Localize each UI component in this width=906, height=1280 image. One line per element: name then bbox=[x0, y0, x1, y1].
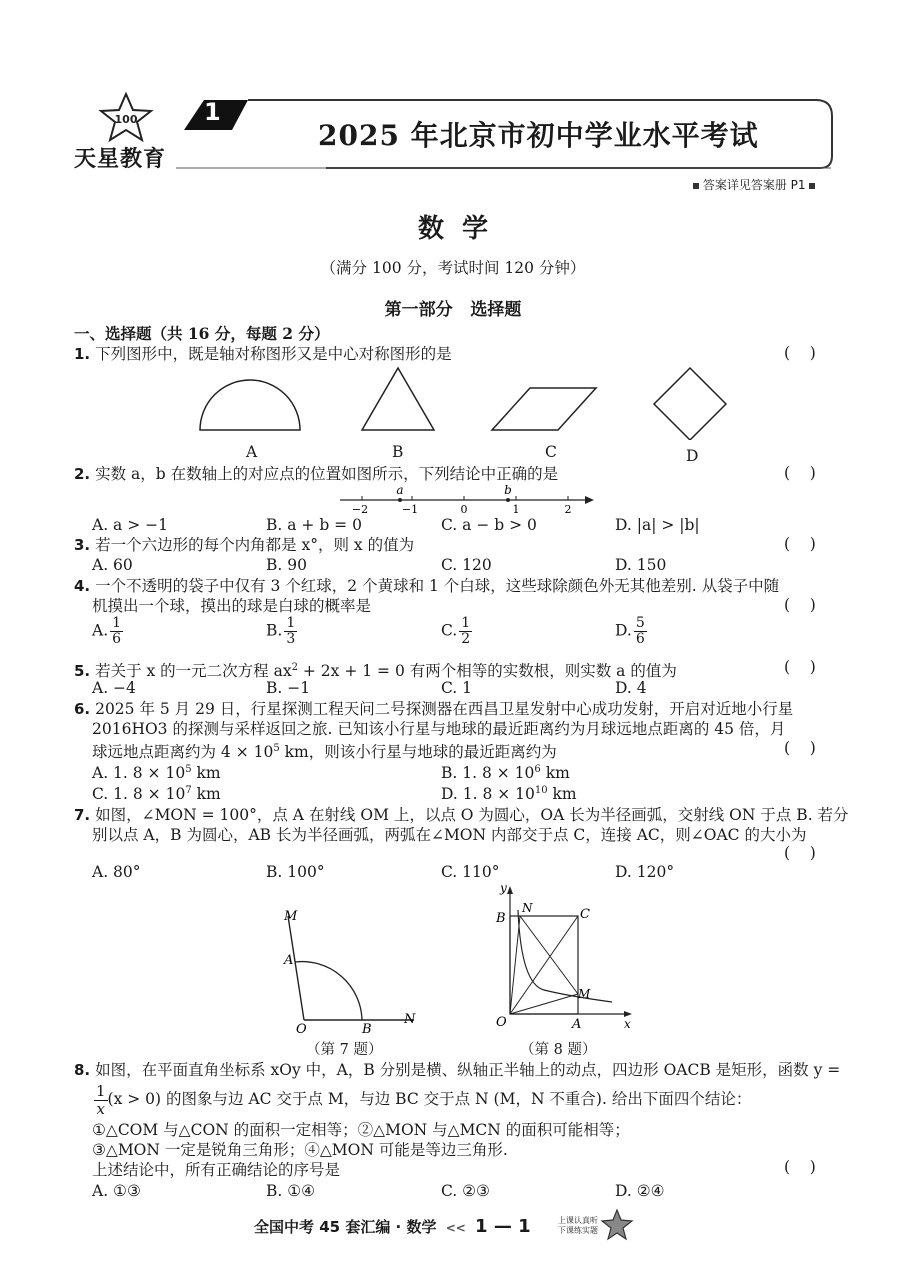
question-3 bbox=[74, 535, 414, 555]
q7-label-b: B bbox=[362, 1022, 372, 1036]
q6-d-unit: km bbox=[547, 785, 577, 804]
q8-label-c: C bbox=[580, 907, 590, 922]
q1-figures bbox=[190, 360, 750, 440]
axis-tick-2: 2 bbox=[564, 503, 572, 516]
q8-label-n: N bbox=[522, 901, 533, 915]
q2-answer-paren[interactable]: ( ) bbox=[784, 464, 816, 482]
q4-b-numerator: 1 bbox=[286, 615, 296, 631]
q7-option-b[interactable]: B. 100° bbox=[266, 863, 325, 881]
q4-answer-paren[interactable]: ( ) bbox=[784, 596, 816, 614]
q2-number: 2. bbox=[74, 465, 91, 483]
q4-b-denominator: 3 bbox=[286, 631, 296, 647]
q5-option-a[interactable]: A. −4 bbox=[92, 679, 136, 697]
q1-number: 1. bbox=[74, 345, 91, 363]
q4-option-d-fraction bbox=[634, 616, 647, 647]
q8-label-o: O bbox=[496, 1015, 507, 1030]
q6-a-base: A. 1. 8 × 10 bbox=[92, 764, 186, 783]
footer-tag-line-2: 下课练实题 bbox=[558, 1226, 598, 1235]
q8-frac-numerator: 1 bbox=[96, 1081, 106, 1100]
q1-shape-a-semicircle bbox=[200, 380, 300, 430]
question-7 bbox=[74, 805, 849, 825]
q4-option-a-fraction bbox=[110, 616, 123, 647]
q6-d-exp: 10 bbox=[534, 785, 548, 796]
q8-caption: （第 8 题） bbox=[520, 1042, 597, 1058]
q8-label-m: M bbox=[578, 987, 591, 1001]
q8-frac-denominator: x bbox=[96, 1099, 105, 1118]
question-2 bbox=[74, 464, 558, 484]
q8-fraction bbox=[94, 1083, 108, 1118]
q3-option-c[interactable]: C. 120 bbox=[441, 556, 492, 574]
q8-figure bbox=[488, 880, 638, 1036]
q1-label-b: B bbox=[392, 443, 404, 461]
q4-d-denominator: 6 bbox=[635, 631, 645, 647]
q7-option-a[interactable]: A. 80° bbox=[92, 863, 141, 881]
q4-a-denominator: 6 bbox=[112, 631, 122, 647]
q4-number: 4. bbox=[74, 577, 91, 595]
q5-number: 5. bbox=[74, 662, 91, 681]
q8-answer-paren[interactable]: ( ) bbox=[784, 1158, 816, 1176]
q4-c-numerator: 1 bbox=[461, 615, 471, 631]
q4-option-c[interactable] bbox=[441, 616, 472, 647]
q7-number: 7. bbox=[74, 806, 91, 824]
q6-c-exp: 7 bbox=[185, 785, 192, 796]
star-logo-icon bbox=[96, 92, 156, 144]
q6-b-base: B. 1. 8 × 10 bbox=[441, 764, 535, 783]
q3-answer-paren[interactable]: ( ) bbox=[784, 535, 816, 553]
q6-stem-3 bbox=[92, 739, 557, 762]
q4-stem-2: 机摸出一个球，摸出的球是白球的概率是 bbox=[92, 597, 372, 615]
q6-c-unit: km bbox=[191, 785, 221, 804]
section-title: 一、选择题（共 16 分，每题 2 分） bbox=[74, 324, 330, 343]
q8-stem-2-line bbox=[92, 1080, 751, 1118]
q4-option-a-letter: A. bbox=[92, 621, 109, 640]
q8-option-d[interactable]: D. ②④ bbox=[615, 1182, 665, 1200]
footer-bar bbox=[254, 1214, 531, 1240]
q6-option-d[interactable] bbox=[441, 781, 577, 804]
axis-tick-neg1: −1 bbox=[401, 503, 419, 516]
brand-logo bbox=[96, 92, 156, 144]
exam-info: （满分 100 分，考试时间 120 分钟） bbox=[320, 259, 586, 277]
question-6 bbox=[74, 699, 793, 719]
brand-name: 天星教育 bbox=[74, 147, 167, 172]
q2-option-c[interactable]: C. a − b > 0 bbox=[441, 516, 537, 534]
q8-label-x: x bbox=[624, 1017, 631, 1031]
q8-stem-5: 上述结论中，所有正确结论的序号是 bbox=[92, 1161, 341, 1179]
footer-tag-line-1: 上课认真听 bbox=[558, 1216, 598, 1225]
q1-label-a: A bbox=[246, 443, 258, 461]
footer-arrows: << bbox=[445, 1221, 466, 1235]
footer-page: 1 — 1 bbox=[475, 1216, 531, 1237]
q4-option-b-fraction bbox=[284, 616, 297, 647]
subject-title: 数 学 bbox=[417, 214, 489, 244]
q6-a-unit: km bbox=[191, 764, 221, 783]
q4-option-b-letter: B. bbox=[266, 621, 283, 640]
q1-answer-paren[interactable]: ( ) bbox=[784, 344, 816, 362]
q8-option-c[interactable]: C. ②③ bbox=[441, 1182, 490, 1200]
paper-number: 1 bbox=[204, 98, 221, 126]
q2-number-line bbox=[330, 482, 600, 516]
q4-option-a[interactable] bbox=[92, 616, 123, 647]
q4-option-d-letter: D. bbox=[615, 621, 632, 640]
axis-tick-1: 1 bbox=[512, 503, 520, 516]
q7-answer-paren[interactable]: ( ) bbox=[784, 844, 816, 862]
q3-number: 3. bbox=[74, 536, 91, 554]
q8-label-a: A bbox=[572, 1017, 582, 1032]
q7-option-c[interactable]: C. 110° bbox=[441, 863, 500, 881]
q7-caption: （第 7 题） bbox=[306, 1042, 383, 1058]
q6-stem-3-exponent: 5 bbox=[273, 743, 280, 754]
q8-label-y: y bbox=[500, 881, 507, 895]
q4-c-denominator: 2 bbox=[461, 631, 471, 647]
q1-shape-c-parallelogram bbox=[492, 388, 596, 430]
axis-label-b: b bbox=[504, 483, 512, 497]
answer-ref-text: 答案详见答案册 P1 bbox=[702, 178, 806, 192]
q8-label-b: B bbox=[496, 911, 506, 926]
q6-d-base: D. 1. 8 × 10 bbox=[441, 785, 535, 804]
q6-a-exp: 5 bbox=[185, 764, 192, 775]
q3-option-a[interactable]: A. 60 bbox=[92, 556, 133, 574]
q8-stem-4: ③△MON 一定是锐角三角形；④△MON 可能是等边三角形. bbox=[92, 1141, 508, 1159]
q7-stem-2: 别以点 A，B 为圆心，AB 长为半径画弧，两弧在∠MON 内部交于点 C，连接 AC，则∠OAC 的大小为 bbox=[92, 826, 807, 844]
q8-option-a[interactable]: A. ①③ bbox=[92, 1182, 141, 1200]
q5-option-b[interactable]: B. −1 bbox=[266, 679, 311, 697]
q2-option-d[interactable]: D. |a| > |b| bbox=[615, 516, 700, 534]
q7-label-a: A bbox=[284, 953, 294, 968]
question-8 bbox=[74, 1060, 840, 1080]
q6-b-exp: 6 bbox=[534, 764, 541, 775]
logo-number: 100 bbox=[114, 113, 138, 126]
q8-stem-2: (x > 0) 的图象与边 AC 交于点 M，与边 BC 交于点 N (M，N 不重合). 给出下面四个结论： bbox=[107, 1090, 752, 1108]
axis-label-a: a bbox=[396, 483, 404, 497]
q4-stem-1: 一个不透明的袋子中仅有 3 个红球，2 个黄球和 1 个白球，这些球除颜色外无其他差别. 从袋子中随 bbox=[95, 577, 780, 595]
q8-number: 8. bbox=[74, 1061, 91, 1079]
q3-option-b[interactable]: B. 90 bbox=[266, 556, 307, 574]
q4-a-numerator: 1 bbox=[112, 615, 122, 631]
axis-tick-0: 0 bbox=[460, 503, 468, 516]
axis-tick-neg2: −2 bbox=[351, 503, 369, 516]
q6-option-a[interactable] bbox=[92, 760, 221, 783]
q6-c-base: C. 1. 8 × 10 bbox=[92, 785, 186, 804]
q6-number: 6. bbox=[74, 700, 91, 718]
q7-stem-1: 如图，∠MON = 100°，点 A 在射线 OM 上，以点 O 为圆心，OA 长为半径画弧，交射线 ON 于点 B. 若分 bbox=[95, 806, 849, 824]
q4-option-c-fraction bbox=[459, 616, 472, 647]
q4-option-c-letter: C. bbox=[441, 621, 458, 640]
question-5 bbox=[74, 658, 677, 681]
q5-option-d[interactable]: D. 4 bbox=[615, 679, 647, 697]
q2-stem: 实数 a，b 在数轴上的对应点的位置如图所示，下列结论中正确的是 bbox=[95, 465, 559, 483]
q6-b-unit: km bbox=[540, 764, 570, 783]
q3-option-d[interactable]: D. 150 bbox=[615, 556, 667, 574]
q6-stem-3a: 球远地点距离约为 4 × 10 bbox=[92, 743, 274, 762]
q2-option-a[interactable]: A. a > −1 bbox=[92, 516, 168, 534]
q4-option-b[interactable] bbox=[266, 616, 297, 647]
q5-stem-a: 若关于 x 的一元二次方程 ax bbox=[95, 662, 292, 681]
q6-option-b[interactable] bbox=[441, 760, 570, 783]
q6-option-c[interactable] bbox=[92, 781, 221, 804]
q8-stem-3: ①△COM 与△CON 的面积一定相等；②△MON 与△MCN 的面积可能相等； bbox=[92, 1121, 630, 1139]
answer-reference bbox=[693, 176, 815, 193]
q6-answer-paren[interactable]: ( ) bbox=[784, 739, 816, 757]
footer-tag bbox=[558, 1216, 598, 1236]
q6-stem-1: 2025 年 5 月 29 日，行星探测工程天问二号探测器在西昌卫星发射中心成功发射，开启对近地小行星 bbox=[95, 700, 794, 718]
question-4 bbox=[74, 576, 779, 596]
q5-stem-exponent: 2 bbox=[291, 662, 298, 673]
q1-shape-d-rhombus bbox=[654, 368, 726, 440]
q7-option-d[interactable]: D. 120° bbox=[615, 863, 675, 881]
q7-label-n: N bbox=[404, 1012, 416, 1027]
q6-stem-2: 2016HO3 的探测与采样返回之旅. 已知该小行星与地球的最近距离约为月球远地点距离的 45 倍，月 bbox=[92, 720, 786, 738]
footer-text: 全国中考 45 套汇编 · 数学 bbox=[254, 1218, 437, 1236]
q8-option-b[interactable]: B. ①④ bbox=[266, 1182, 316, 1200]
footer-mascot-icon bbox=[600, 1208, 634, 1242]
exam-title: 2025 年北京市初中学业水平考试 bbox=[318, 119, 759, 152]
q1-stem: 下列图形中，既是轴对称图形又是中心对称图形的是 bbox=[95, 345, 452, 363]
q5-option-c[interactable]: C. 1 bbox=[441, 679, 473, 697]
q7-label-m: M bbox=[284, 909, 298, 924]
q4-d-numerator: 5 bbox=[635, 615, 645, 631]
q1-shape-b-triangle bbox=[362, 368, 434, 430]
part-title: 第一部分 选择题 bbox=[384, 300, 522, 320]
q5-answer-paren[interactable]: ( ) bbox=[784, 658, 816, 676]
q3-stem: 若一个六边形的每个内角都是 x°，则 x 的值为 bbox=[95, 536, 415, 554]
q5-stem-b: + 2x + 1 = 0 有两个相等的实数根，则实数 a 的值为 bbox=[297, 662, 677, 681]
q1-label-d: D bbox=[686, 447, 699, 465]
q8-stem-1: 如图，在平面直角坐标系 xOy 中，A，B 分别是横、纵轴正半轴上的动点，四边形 OACB 是矩形，函数 y = bbox=[95, 1061, 841, 1079]
q4-option-d[interactable] bbox=[615, 616, 647, 647]
q7-label-o: O bbox=[296, 1022, 307, 1036]
q2-option-b[interactable]: B. a + b = 0 bbox=[266, 516, 362, 534]
q6-stem-3b: km，则该小行星与地球的最近距离约为 bbox=[279, 743, 557, 762]
q7-figure bbox=[276, 906, 426, 1036]
q1-label-c: C bbox=[545, 443, 557, 461]
